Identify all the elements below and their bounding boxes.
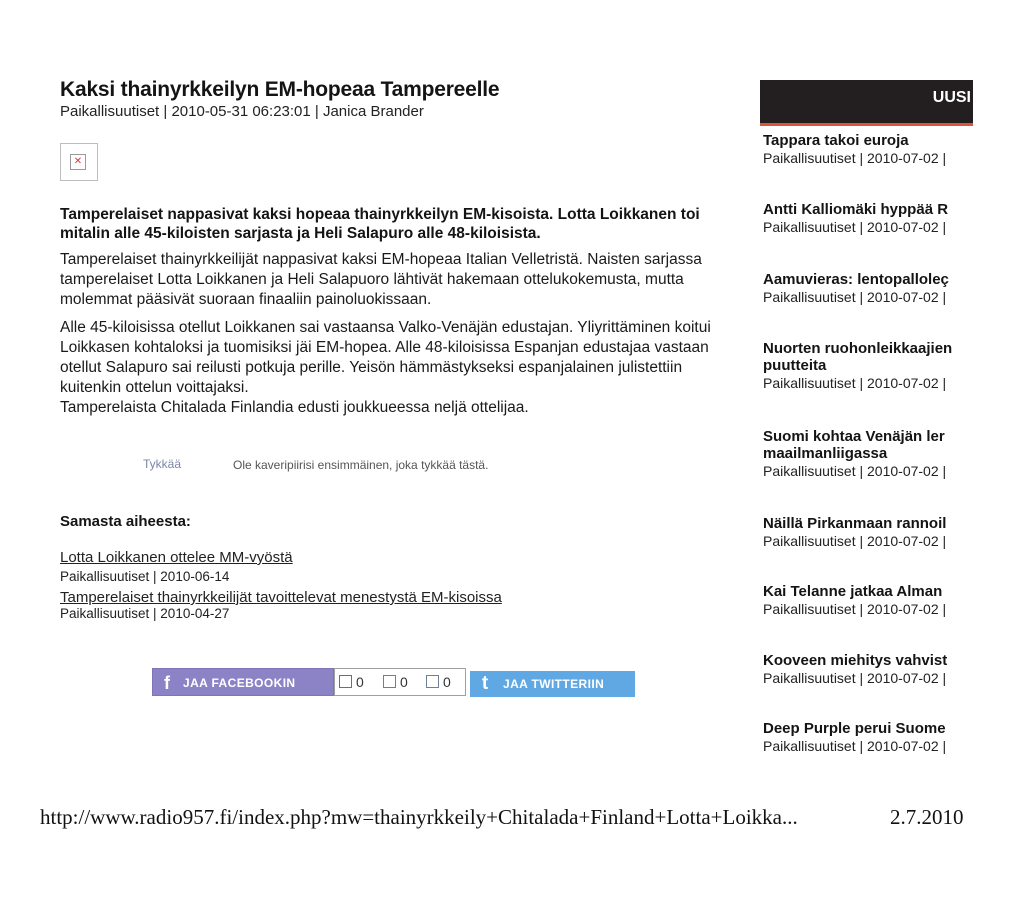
sidebar-news-meta: Paikallisuutiset | 2010-07-02 | bbox=[763, 219, 947, 235]
sidebar-news-item[interactable] bbox=[763, 720, 973, 755]
share-count-item[interactable] bbox=[339, 674, 364, 690]
sidebar-news-meta: Paikallisuutiset | 2010-07-02 | bbox=[763, 533, 947, 549]
related-link[interactable]: Tamperelaiset thainyrkkeilijät tavoittelevat menestystä EM-kisoissa bbox=[60, 589, 502, 606]
share-count-item[interactable] bbox=[383, 674, 408, 690]
twitter-icon: t bbox=[481, 673, 489, 694]
sidebar-news-title[interactable]: Suomi kohtaa Venäjän ler bbox=[763, 428, 945, 445]
comment-icon bbox=[383, 675, 396, 688]
sidebar-news-item[interactable] bbox=[763, 583, 973, 618]
sidebar-news-meta: Paikallisuutiset | 2010-07-02 | bbox=[763, 601, 947, 617]
sidebar-news-meta: Paikallisuutiset | 2010-07-02 | bbox=[763, 463, 947, 479]
sidebar-news-item[interactable] bbox=[763, 340, 973, 392]
article-paragraph: Tamperelaiset thainyrkkeilijät nappasivat kaksi EM-hopeaa Italian Velletristä. Naisten sarjassa tamperelaiset Lotta Loikkanen ja Heli Salapuoro lähtivät hakemaan ottelukokemusta, mutta molemmat pääsivät suoraan finaaliin painoluokissaan. bbox=[60, 251, 702, 308]
sidebar-news-item[interactable] bbox=[763, 652, 973, 687]
sidebar-news-item[interactable] bbox=[763, 201, 973, 236]
sidebar-header bbox=[760, 80, 973, 126]
twitter-share-label: JAA TWITTERIIN bbox=[503, 677, 605, 691]
sidebar-news-item[interactable] bbox=[763, 515, 973, 550]
sidebar-news-title[interactable]: Antti Kalliomäki hyppää R bbox=[763, 201, 949, 218]
related-link[interactable]: Lotta Loikkanen ottelee MM-vyöstä bbox=[60, 549, 293, 566]
share-count-item[interactable] bbox=[426, 674, 451, 690]
sidebar-news-title[interactable]: Tappara takoi euroja bbox=[763, 132, 909, 149]
facebook-share-button[interactable] bbox=[152, 668, 334, 696]
sidebar-news-item[interactable] bbox=[763, 132, 973, 167]
sidebar-news-meta: Paikallisuutiset | 2010-07-02 | bbox=[763, 738, 947, 754]
facebook-icon: f bbox=[164, 673, 170, 693]
sidebar-news-title-line2[interactable]: puutteita bbox=[763, 357, 827, 374]
related-heading: Samasta aiheesta: bbox=[60, 513, 191, 530]
share-count: 0 bbox=[443, 674, 451, 690]
bookmark-icon bbox=[426, 675, 439, 688]
print-footer-url: http://www.radio957.fi/index.php?mw=thainyrkkeily+Chitalada+Finland+Lotta+Loikka... bbox=[40, 805, 798, 829]
sidebar-news-title[interactable]: Kai Telanne jatkaa Alman bbox=[763, 583, 943, 600]
sidebar-news-title[interactable]: Deep Purple perui Suome bbox=[763, 720, 946, 737]
share-count: 0 bbox=[356, 674, 364, 690]
broken-image-icon bbox=[60, 143, 98, 181]
article-title: Kaksi thainyrkkeilyn EM-hopeaa Tampereelle bbox=[60, 78, 500, 101]
share-counts bbox=[334, 668, 466, 696]
like-text: Ole kaveripiirisi ensimmäinen, joka tykkää tästä. bbox=[233, 458, 489, 472]
plus-icon bbox=[339, 675, 352, 688]
print-footer-date: 2.7.2010 bbox=[890, 805, 964, 829]
sidebar-news-item[interactable] bbox=[763, 271, 973, 306]
sidebar-news-title-line2[interactable]: maailmanliigassa bbox=[763, 445, 888, 462]
article-paragraph: Tamperelaista Chitalada Finlandia edusti joukkueessa neljä ottelijaa. bbox=[60, 399, 529, 416]
sidebar-news-meta: Paikallisuutiset | 2010-07-02 | bbox=[763, 289, 947, 305]
related-meta: Paikallisuutiset | 2010-04-27 bbox=[60, 606, 230, 621]
broken-image-x-icon: ✕ bbox=[70, 154, 86, 170]
sidebar-news-title[interactable]: Aamuvieras: lentopalloleç bbox=[763, 271, 949, 288]
sidebar-news-title[interactable]: Nuorten ruohonleikkaajien bbox=[763, 340, 953, 357]
sidebar-news-item[interactable] bbox=[763, 428, 973, 480]
sidebar-news-meta: Paikallisuutiset | 2010-07-02 | bbox=[763, 150, 947, 166]
article-meta: Paikallisuutiset | 2010-05-31 06:23:01 | Janica Brander bbox=[60, 103, 424, 120]
like-button[interactable]: Tykkää bbox=[143, 457, 182, 471]
sidebar-news-meta: Paikallisuutiset | 2010-07-02 | bbox=[763, 375, 947, 391]
sidebar-header-title: UUSI bbox=[932, 89, 971, 106]
twitter-share-button[interactable] bbox=[470, 671, 635, 697]
share-count: 0 bbox=[400, 674, 408, 690]
sidebar-news-meta: Paikallisuutiset | 2010-07-02 | bbox=[763, 670, 947, 686]
related-meta: Paikallisuutiset | 2010-06-14 bbox=[60, 569, 230, 584]
article-lead: Tamperelaiset nappasivat kaksi hopeaa thainyrkkeilyn EM-kisoista. Lotta Loikkanen toi mitalin alle 45-kiloisten sarjasta ja Heli Salapuro alle 48-kiloisista. bbox=[60, 206, 700, 242]
article-paragraph: Alle 45-kiloisissa otellut Loikkanen sai vastaansa Valko-Venäjän edustajan. Yliyrittäminen koitui Loikkasen kohtaloksi ja tuomisiksi jäi EM-hopea. Alle 48-kiloisissa Espanjan edustajaa vastaan otellut Salapuro sai reilusti potkuja perille. Yeisön hämmästykseksi espanjalainen julistettiin kuitenkin ottelun voittajaksi. bbox=[60, 319, 711, 396]
sidebar-news-title[interactable]: Näillä Pirkanmaan rannoil bbox=[763, 515, 947, 532]
sidebar-news-title[interactable]: Kooveen miehitys vahvist bbox=[763, 652, 948, 669]
facebook-share-label: JAA FACEBOOKIN bbox=[183, 676, 296, 690]
